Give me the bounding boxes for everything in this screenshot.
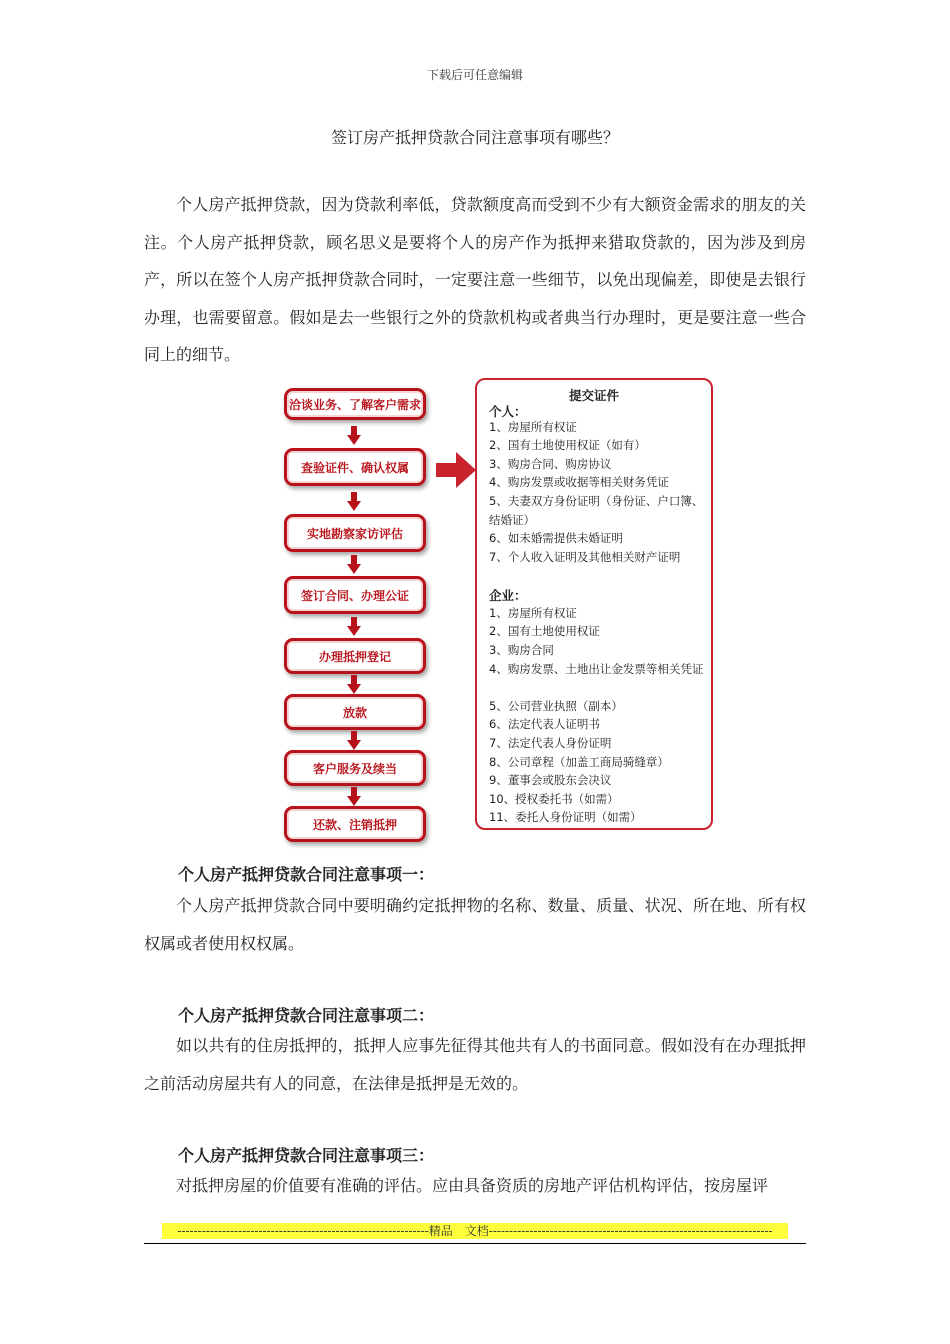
footer-dashes-left: -------------------------------------------------------------- xyxy=(177,1224,429,1238)
flow-step: 签订合同、办理公证 xyxy=(284,576,426,614)
list-item: 7、个人收入证明及其他相关财产证明 xyxy=(489,550,681,564)
panel-title: 提交证件 xyxy=(568,388,619,403)
list-item: 2、国有土地使用权证 xyxy=(489,624,600,638)
flow-step: 查验证件、确认权属 xyxy=(284,448,426,486)
footer-rule xyxy=(144,1243,806,1244)
list-item: 6、如未婚需提供未婚证明 xyxy=(489,531,623,545)
down-arrow-icon xyxy=(347,787,361,807)
company-heading: 企业： xyxy=(489,588,527,603)
list-item: 10、授权委托书（如需） xyxy=(489,792,619,806)
list-item: 5、夫妻双方身份证明（身份证、户口簿、结婚证） xyxy=(489,494,704,527)
right-arrow-icon xyxy=(436,452,476,488)
list-item: 1、房屋所有权证 xyxy=(489,420,577,434)
intro-paragraph: 个人房产抵押贷款，因为贷款利率低，贷款额度高而受到不少有大额资金需求的朋友的关注。个人房产抵押贷款，顾名思义是要将个人的房产作为抵押来猎取贷款的，因为涉及到房产，所以在签个人房产抵押贷款合同时，一定要注意一些细节，以免出现偏差，即使是去银行办理，也需要留意。假如是去一些银行之外的贷款机构或者典当行办理时，更是要注意一些合同上的细节。 xyxy=(144,195,806,364)
footer-dashes-right: ---------------------------------------------------------------------- xyxy=(488,1224,773,1238)
down-arrow-icon xyxy=(347,426,361,446)
flow-step: 客户服务及续当 xyxy=(284,750,426,786)
section-heading: 个人房产抵押贷款合同注意事项二： xyxy=(178,1006,435,1025)
down-arrow-icon xyxy=(347,555,361,575)
list-item: 8、公司章程（加盖工商局骑缝章） xyxy=(489,755,669,769)
section-body: 对抵押房屋的价值要有准确的评估。应由具备资质的房地产评估机构评估，按房屋评 xyxy=(176,1176,769,1195)
section-heading: 个人房产抵押贷款合同注意事项一： xyxy=(178,865,435,884)
down-arrow-icon xyxy=(347,617,361,637)
list-item: 2、国有土地使用权证（如有） xyxy=(489,438,646,452)
list-item: 4、购房发票、土地出让金发票等相关凭证 xyxy=(489,662,704,676)
footer-label: 精品 文档 xyxy=(428,1224,489,1238)
personal-heading: 个人： xyxy=(489,404,527,419)
list-item: 6、法定代表人证明书 xyxy=(489,717,600,731)
list-item: 1、房屋所有权证 xyxy=(489,606,577,620)
documents-panel xyxy=(475,378,713,830)
down-arrow-icon xyxy=(347,492,361,512)
list-item: 7、法定代表人身份证明 xyxy=(489,736,612,750)
header-note: 下载后可任意编辑 xyxy=(426,68,523,82)
down-arrow-icon xyxy=(347,731,361,751)
flow-step: 洽谈业务、了解客户需求 xyxy=(284,388,426,420)
down-arrow-icon xyxy=(347,675,361,695)
section-body: 个人房产抵押贷款合同中要明确约定抵押物的名称、数量、质量、状况、所在地、所有权权属或者使用权权属。 xyxy=(144,896,806,953)
flow-step: 还款、注销抵押 xyxy=(284,806,426,842)
list-item: 4、购房发票或收据等相关财务凭证 xyxy=(489,475,669,489)
section-heading: 个人房产抵押贷款合同注意事项三： xyxy=(178,1146,435,1165)
list-item: 5、公司营业执照（副本） xyxy=(489,699,623,713)
list-item: 3、购房合同 xyxy=(489,643,554,657)
list-item: 3、购房合同、购房协议 xyxy=(489,457,612,471)
flow-step: 实地勘察家访评估 xyxy=(284,514,426,552)
flow-step: 放款 xyxy=(284,694,426,730)
list-item: 11、委托人身份证明（如需） xyxy=(489,810,642,824)
footer-banner xyxy=(162,1223,788,1239)
flow-step: 办理抵押登记 xyxy=(284,638,426,674)
section-body: 如以共有的住房抵押的，抵押人应事先征得其他共有人的书面同意。假如没有在办理抵押之前活动房屋共有人的同意，在法律是抵押是无效的。 xyxy=(144,1036,806,1093)
list-item: 9、董事会或股东会决议 xyxy=(489,773,612,787)
document-title: 签订房产抵押贷款合同注意事项有哪些？ xyxy=(330,128,619,147)
